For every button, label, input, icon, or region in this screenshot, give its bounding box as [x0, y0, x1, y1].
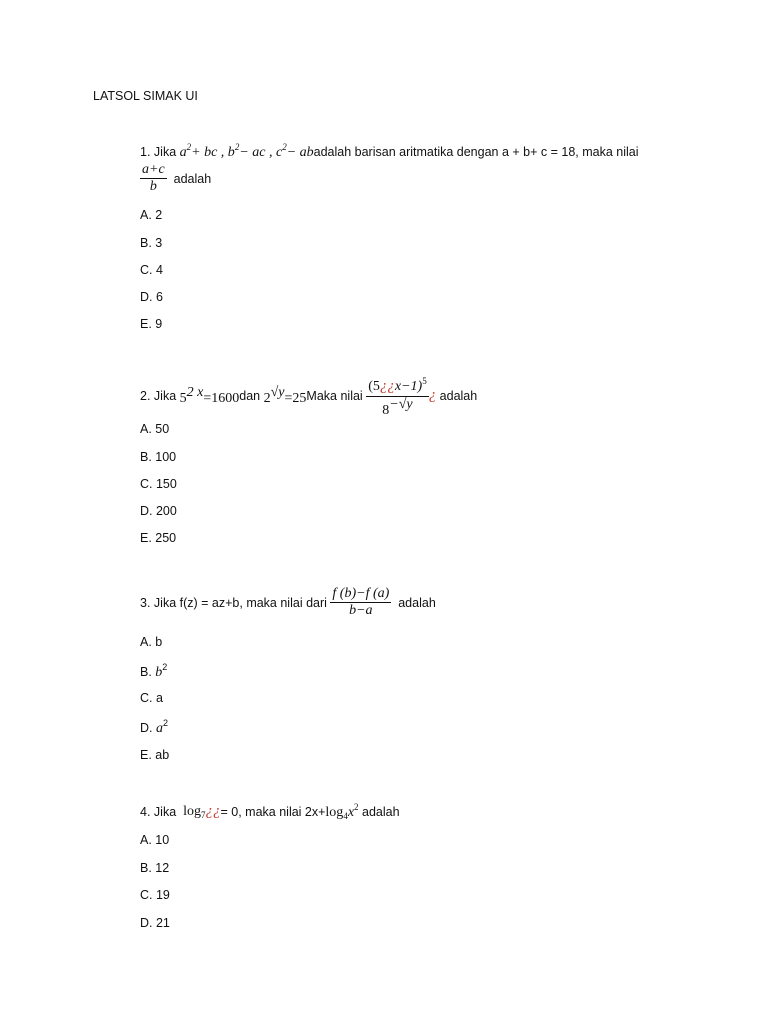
- question-1-expr: $a^2+$ bc , $b^2-$ ac , $c^2-$ ab: [179, 142, 314, 160]
- question-4-log2: $\log_4x^2$: [325, 802, 359, 821]
- question-4-option-d: D. 21: [140, 916, 170, 930]
- question-2-option-c: C. 150: [140, 477, 177, 491]
- question-3-option-b: B. $b^2$: [140, 662, 168, 680]
- question-3-option-e: E. ab: [140, 748, 170, 762]
- question-4-log1: $\log_7$: [183, 803, 206, 820]
- question-4-option-a: A. 10: [140, 833, 170, 847]
- question-2-option-d: D. 200: [140, 504, 177, 518]
- question-2-maka: Maka nilai: [306, 388, 363, 403]
- question-2-glyph: ¿: [428, 387, 437, 403]
- question-3-number: 3.: [140, 595, 151, 610]
- page-title: LATSOL SIMAK UI: [93, 89, 198, 103]
- question-2-dan: dan: [239, 388, 261, 403]
- question-4-option-b: B. 12: [140, 861, 170, 875]
- question-1-number: 1.: [140, 144, 151, 159]
- question-1-option-c: C. 4: [140, 263, 163, 277]
- question-3-line: [140, 586, 436, 619]
- question-4-mid: = 0, maka nilai 2x+: [220, 804, 326, 819]
- question-1-text: adalah barisan aritmatika dengan a + b+ c = 18, maka nilai: [313, 144, 639, 159]
- question-1-option-b: B. 3: [140, 236, 163, 250]
- question-2-jika: Jika: [153, 388, 177, 403]
- question-1-fraction: $\frac{a+c}{b}$: [142, 162, 165, 194]
- question-4-line: [140, 802, 400, 821]
- question-2-option-e: E. 250: [140, 531, 177, 545]
- question-1-line: [140, 142, 639, 161]
- question-3-option-c: C. a: [140, 691, 163, 705]
- question-1-option-a: A. 2: [140, 208, 163, 222]
- question-3-option-d: D. $a^2$: [140, 718, 168, 736]
- question-2-option-a: A. 50: [140, 422, 170, 436]
- question-4-glyph: ¿¿: [205, 803, 221, 819]
- question-3-text: Jika f(z) = az+b, maka nilai dari: [153, 595, 327, 610]
- question-2-eq2: $2^{√y}=25$: [263, 384, 307, 406]
- question-1-tail: adalah: [173, 171, 212, 186]
- question-2-fraction: $\frac{(5¿¿x-1)^5}{8^{-√y}}$: [366, 372, 429, 419]
- question-1-line2: [140, 162, 211, 195]
- question-2-eq1: $5^{2 x}=1600$: [179, 384, 240, 406]
- question-2-number: 2.: [140, 388, 151, 403]
- question-4-jika: Jika: [153, 804, 177, 819]
- question-4-tail: adalah: [362, 804, 400, 819]
- question-3-tail: adalah: [398, 595, 436, 610]
- question-2-tail: adalah: [439, 388, 478, 403]
- question-3-option-a: A. b: [140, 635, 163, 649]
- question-1-option-e: E. 9: [140, 317, 163, 331]
- question-1-option-d: D. 6: [140, 290, 163, 304]
- question-3-fraction: $\frac{f (b)-f (a)}{b-a}$: [332, 586, 390, 618]
- question-2-option-b: B. 100: [140, 450, 177, 464]
- question-4-option-c: C. 19: [140, 888, 170, 902]
- question-2-line: [140, 372, 477, 419]
- question-4-number: 4.: [140, 804, 151, 819]
- question-1-jika: Jika: [153, 144, 177, 159]
